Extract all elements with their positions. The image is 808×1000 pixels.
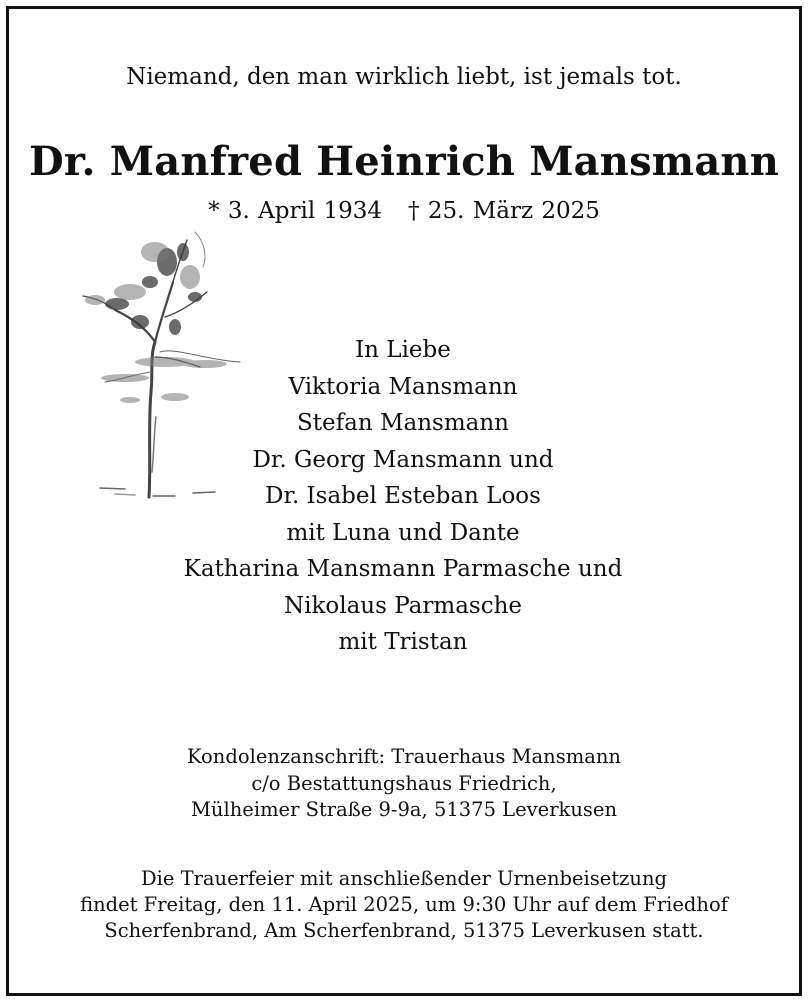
deceased-name: Dr. Manfred Heinrich Mansmann: [29, 138, 779, 185]
mourner-line: Katharina Mansmann Parmasche und: [183, 556, 623, 582]
mourner-line: Viktoria Mansmann: [288, 373, 518, 400]
service-line: Die Trauerfeier mit anschließender Urnenbeisetzung: [140, 867, 668, 890]
address-line: c/o Bestattungshaus Friedrich,: [251, 771, 557, 795]
condolence-address: [0, 744, 808, 824]
mourner-line: mit Luna und Dante: [286, 519, 520, 546]
service-line: findet Freitag, den 11. April 2025, um 9:30 Uhr auf dem Friedhof: [80, 893, 728, 916]
mourner-line: Stefan Mansmann: [297, 410, 509, 436]
death-date: † 25. März 2025: [408, 198, 600, 224]
mourners-list: [153, 332, 653, 661]
mourner-line: In Liebe: [355, 337, 451, 363]
life-dates: [0, 198, 808, 224]
service-info: [0, 866, 808, 944]
motto: Niemand, den man wirklich liebt, ist jemals tot.: [126, 64, 682, 90]
address-line: Kondolenzanschrift: Trauerhaus Mansmann: [187, 745, 621, 768]
mourner-line: Dr. Isabel Esteban Loos: [265, 483, 541, 509]
mourner-line: Dr. Georg Mansmann und: [252, 446, 554, 473]
address-line: Mülheimer Straße 9-9a, 51375 Leverkusen: [190, 798, 618, 821]
mourner-line: Nikolaus Parmasche: [283, 592, 523, 619]
service-line: Scherfenbrand, Am Scherfenbrand, 51375 Leverkusen statt.: [104, 919, 704, 942]
mourner-line: mit Tristan: [338, 629, 468, 655]
birth-date: * 3. April 1934: [208, 198, 383, 224]
